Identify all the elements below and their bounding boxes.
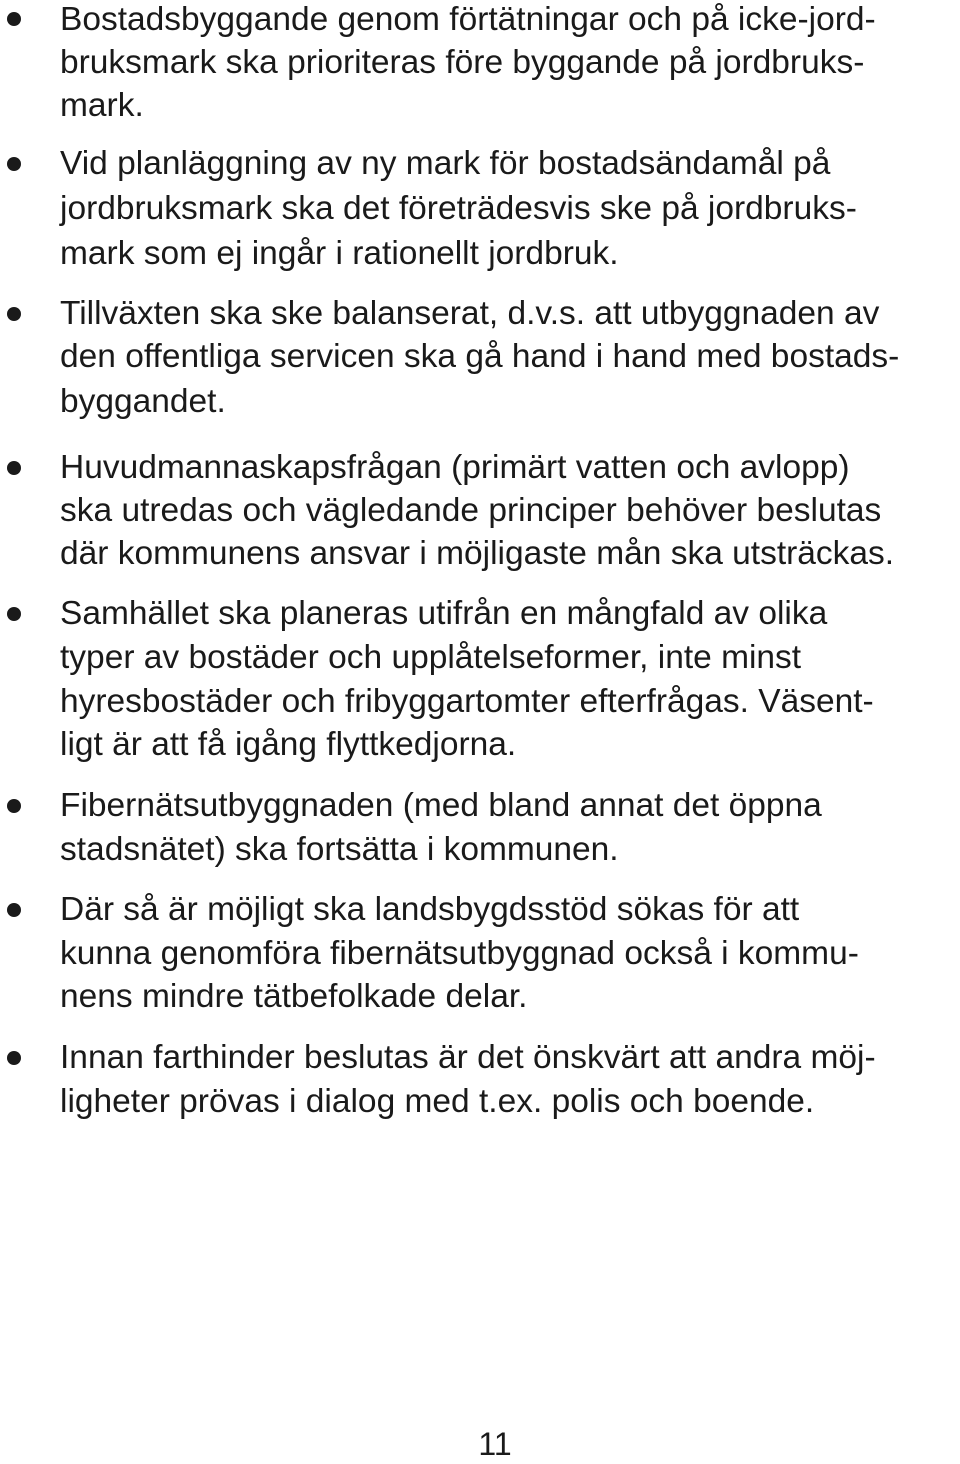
page-number: 11: [478, 1426, 512, 1462]
bullet-line: mark som ej ingår i rationellt jordbruk.: [60, 235, 619, 272]
bullet-line: Fibernätsutbyggnaden (med bland annat det öppna: [60, 787, 822, 824]
bullet-dot-icon: [7, 307, 21, 321]
bullet-line: ligt är att få igång flyttkedjorna.: [60, 726, 517, 763]
bullet-dot-icon: [7, 799, 21, 813]
bullet-line: stadsnätet) ska fortsätta i kommunen.: [60, 831, 619, 868]
bullet-line: Vid planläggning av ny mark för bostadsändamål på: [60, 145, 831, 182]
bullet-line: bruksmark ska prioriteras före byggande på jordbruks-: [60, 44, 865, 81]
bullet-line: byggandet.: [60, 383, 226, 420]
bullet-line: Bostadsbyggande genom förtätningar och på icke-jord-: [60, 1, 876, 38]
bullet-dot-icon: [7, 1051, 21, 1065]
bullet-line: mark.: [60, 87, 144, 124]
bullet-dot-icon: [7, 12, 21, 26]
bullet-dot-icon: [7, 157, 21, 171]
bullet-line: jordbruksmark ska det företrädesvis ske på jordbruks-: [60, 190, 857, 227]
bullet-line: typer av bostäder och upplåtelseformer, inte minst: [60, 639, 802, 676]
bullet-line: hyresbostäder och fribyggartomter efterfrågas. Väsent-: [60, 683, 874, 720]
bullet-line: kunna genomföra fibernätsutbyggnad också i kommu-: [60, 935, 859, 972]
bullet-line: ligheter prövas i dialog med t.ex. polis och boende.: [60, 1083, 815, 1120]
bullet-line: den offentliga servicen ska gå hand i hand med bostads-: [60, 338, 900, 375]
bullet-dot-icon: [7, 903, 21, 917]
bullet-line: Samhället ska planeras utifrån en mångfald av olika: [60, 595, 828, 632]
bullet-line: ska utredas och vägledande principer behöver beslutas: [60, 492, 882, 529]
bullet-dot-icon: [7, 607, 21, 621]
bullet-line: Tillväxten ska ske balanserat, d.v.s. att utbyggnaden av: [60, 295, 880, 332]
bullet-dot-icon: [7, 461, 21, 475]
bullet-line: Där så är möjligt ska landsbygdsstöd sökas för att: [60, 891, 800, 928]
bullet-line: nens mindre tätbefolkade delar.: [60, 978, 528, 1015]
bullet-line: där kommunens ansvar i möjligaste mån ska utsträckas.: [60, 535, 895, 572]
bullet-line: Huvudmannaskapsfrågan (primärt vatten och avlopp): [60, 449, 850, 486]
bullet-line: Innan farthinder beslutas är det önskvärt att andra möj-: [60, 1039, 876, 1076]
